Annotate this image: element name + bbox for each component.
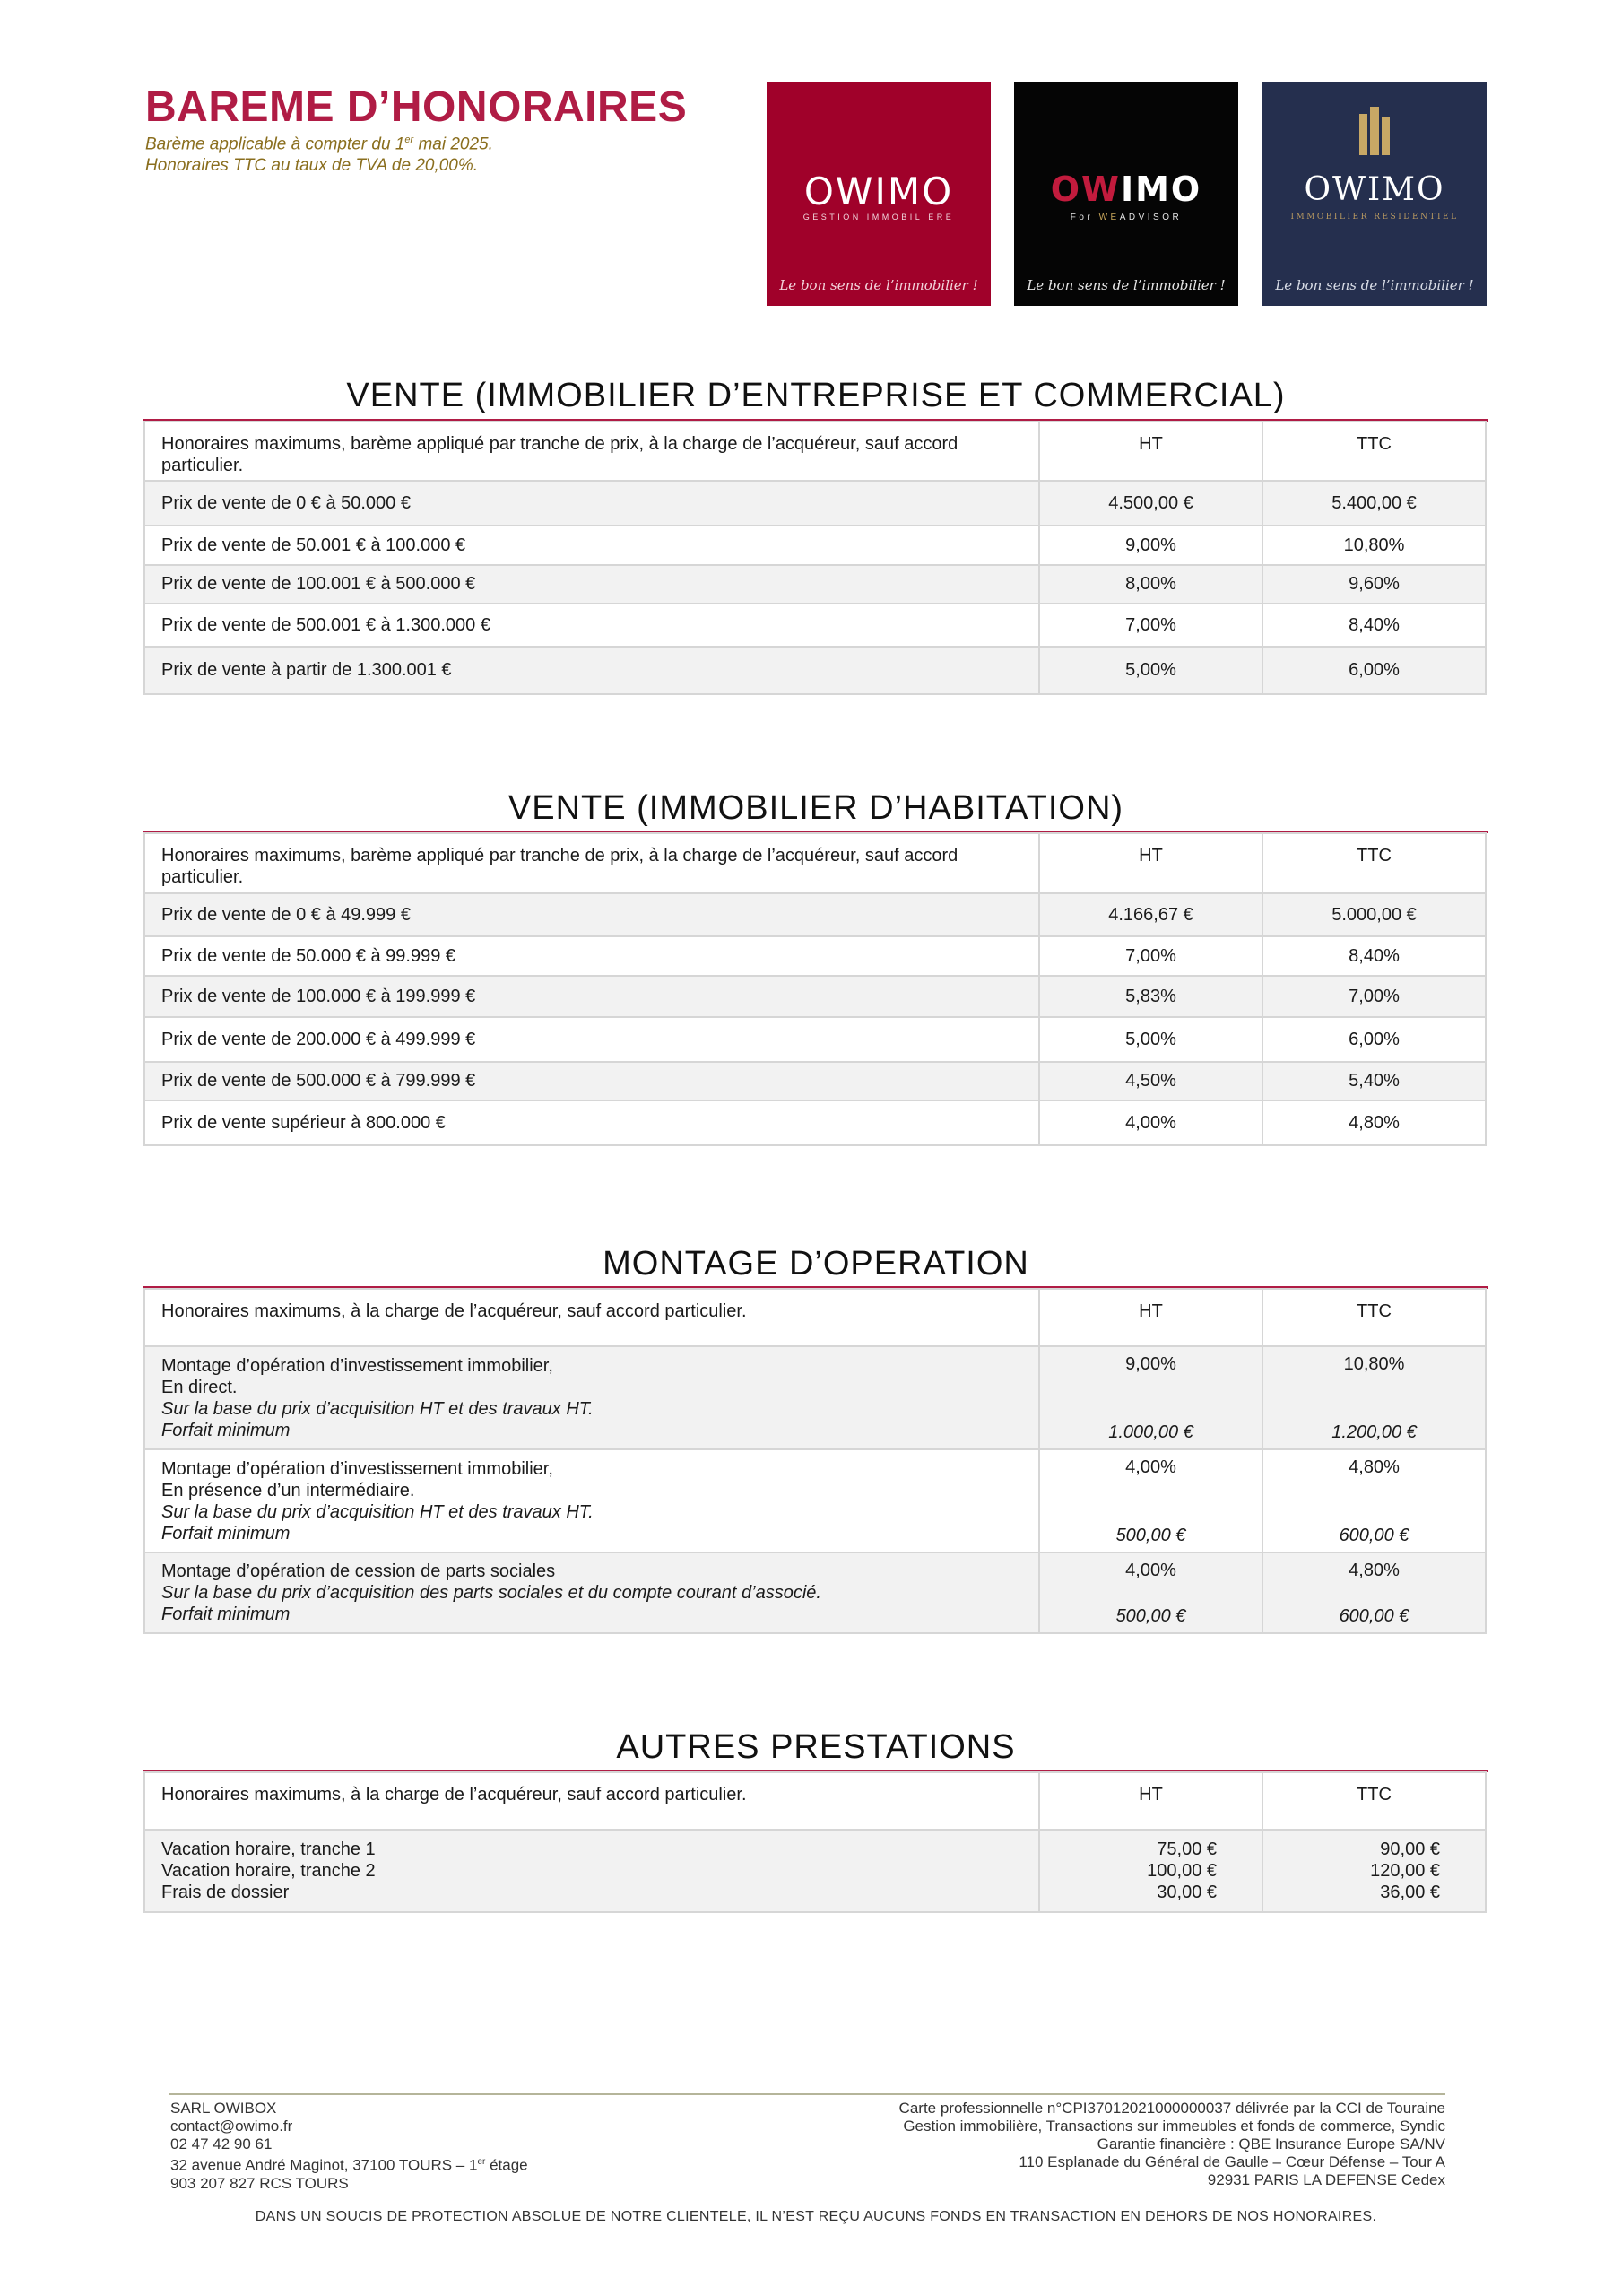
row-ttc: 5.000,00 € [1262,893,1486,936]
page-title: BAREME D’HONORAIRES [145,83,688,131]
header-ttc: TTC [1262,833,1486,893]
section-title-entreprise: VENTE (IMMOBILIER D’ENTREPRISE ET COMMERCIAL) [346,377,1286,414]
table-row [144,1062,1486,1100]
owimo-gestion-logo [767,82,991,306]
table-row [144,481,1486,526]
row-ttc: 8,40% [1262,936,1486,976]
table-row [144,526,1486,565]
row-ht: 4,50% [1039,1062,1262,1100]
row-label: Prix de vente à partir de 1.300.001 € [144,647,1039,694]
header-desc: Honoraires maximums, barème appliqué par tranche de prix, à la charge de l’acquéreur, sauf accord particulier. [144,422,1039,481]
row-ht: 4,00% 500,00 € [1039,1552,1262,1633]
logo-slogan: Le bon sens de l’immobilier ! [1275,277,1474,293]
footer-legal-info [807,2100,1445,2189]
section-title-autres: AUTRES PRESTATIONS [616,1728,1016,1766]
list-item: Vacation horaire, tranche 1 [161,1839,376,1859]
logo-slogan: Le bon sens de l’immobilier ! [1027,277,1226,293]
list-item: Frais de dossier [161,1883,290,1902]
header-desc: Honoraires maximums, barème appliqué par tranche de prix, à la charge de l’acquéreur, sauf accord particulier. [144,833,1039,893]
logo-brand: OWIMO [803,170,954,213]
row-ttc: 90,00 € 120,00 € 36,00 € [1262,1830,1486,1912]
logo-tagline: IMMOBILIER RESIDENTIEL [1290,213,1459,222]
table-row [144,1017,1486,1062]
table-row [144,647,1486,694]
row-ht: 4,00% [1039,1100,1262,1145]
row-ttc: 4,80% 600,00 € [1262,1449,1486,1552]
company-phone: 02 47 42 90 61 [170,2135,273,2152]
row-ttc: 7,00% [1262,976,1486,1017]
row-ttc: 8,40% [1262,604,1486,647]
logo-tagline: GESTION IMMOBILIERE [802,213,955,222]
row-ttc: 10,80% [1262,526,1486,565]
header-ht: HT [1039,1289,1262,1346]
table-header [144,833,1486,893]
company-address: 32 avenue André Maginot, 37100 TOURS – 1er étage [170,2156,528,2174]
row-ht: 4.166,67 € [1039,893,1262,936]
subtitle-date: Barème applicable à compter du 1er mai 2025. [145,135,493,154]
header-ht: HT [1039,422,1262,481]
row-label: Prix de vente de 500.000 € à 799.999 € [144,1062,1039,1100]
owimo-weadvisor-logo [1014,82,1238,306]
row-ht: 8,00% [1039,565,1262,604]
table-row [144,565,1486,604]
row-ttc: 6,00% [1262,647,1486,694]
row-ht: 9,00% 1.000,00 € [1039,1346,1262,1449]
header-ttc: TTC [1262,1289,1486,1346]
table-row [144,976,1486,1017]
table-header [144,422,1486,481]
table-row [144,604,1486,647]
row-ttc: 9,60% [1262,565,1486,604]
header-ht: HT [1039,833,1262,893]
logo-brand: OWIMO [1050,170,1202,209]
row-ht: 7,00% [1039,936,1262,976]
logo-brand: OWIMO [1304,171,1445,208]
row-label [144,1830,1039,1912]
row-label: Prix de vente de 0 € à 50.000 € [144,481,1039,526]
legal-line: Gestion immobilière, Transactions sur immeubles et fonds de commerce, Syndic [903,2118,1445,2135]
row-ht: 4.500,00 € [1039,481,1262,526]
section-title-habitation: VENTE (IMMOBILIER D’HABITATION) [507,789,1124,827]
table-habitation [143,832,1487,1146]
legal-line: 110 Esplanade du Général de Gaulle – Cœur Défense – Tour A [1019,2153,1445,2170]
company-rcs: 903 207 827 RCS TOURS [170,2174,349,2192]
row-ht: 4,00% 500,00 € [1039,1449,1262,1552]
row-ttc: 5.400,00 € [1262,481,1486,526]
row-ht: 5,00% [1039,647,1262,694]
row-ht: 5,83% [1039,976,1262,1017]
table-entreprise [143,421,1487,695]
company-name: SARL OWIBOX [170,2100,277,2117]
row-ttc: 6,00% [1262,1017,1486,1062]
row-label: Prix de vente supérieur à 800.000 € [144,1100,1039,1145]
footer-divider [169,2093,1445,2095]
row-ht: 7,00% [1039,604,1262,647]
header-desc: Honoraires maximums, à la charge de l’acquéreur, sauf accord particulier. [144,1289,1039,1346]
legal-line: Garantie financière : QBE Insurance Europe SA/NV [1097,2135,1445,2152]
table-row [144,1552,1486,1633]
table-row [144,1100,1486,1145]
table-autres [143,1771,1487,1913]
list-item: Vacation horaire, tranche 2 [161,1861,376,1881]
section-title-montage: MONTAGE D’OPERATION [603,1245,1029,1283]
row-label: Prix de vente de 0 € à 49.999 € [144,893,1039,936]
legal-line: Carte professionnelle n°CPI37012021000000037 délivrée par la CCI de Touraine [898,2100,1445,2117]
row-label: Montage d’opération d’investissement immobilier, En direct. Sur la base du prix d’acquisition HT et des travaux HT. Forfait minimum [144,1346,1039,1449]
row-label: Prix de vente de 100.001 € à 500.000 € [144,565,1039,604]
table-montage [143,1288,1487,1634]
row-label: Montage d’opération de cession de parts sociales Sur la base du prix d’acquisition des parts sociales et du compte courant d’associé. Forfait minimum [144,1552,1039,1633]
legal-line: 92931 PARIS LA DEFENSE Cedex [1207,2171,1445,2188]
row-label: Prix de vente de 100.000 € à 199.999 € [144,976,1039,1017]
header-desc: Honoraires maximums, à la charge de l’acquéreur, sauf accord particulier. [144,1772,1039,1830]
company-email: contact@owimo.fr [170,2118,293,2135]
table-row [144,1830,1486,1912]
footer-company-info [170,2100,528,2193]
row-label: Prix de vente de 50.000 € à 99.999 € [144,936,1039,976]
row-ht: 5,00% [1039,1017,1262,1062]
row-label: Montage d’opération d’investissement immobilier, En présence d’un intermédiaire. Sur la base du prix d’acquisition HT et des travaux HT. Forfait minimum [144,1449,1039,1552]
row-ttc: 4,80% 600,00 € [1262,1552,1486,1633]
row-ttc: 5,40% [1262,1062,1486,1100]
table-row [144,893,1486,936]
header-ttc: TTC [1262,1772,1486,1830]
footer-disclaimer: DANS UN SOUCIS DE PROTECTION ABSOLUE DE NOTRE CLIENTELE, IL N’EST REÇU AUCUNS FONDS EN TRANSACTION EN DEHORS DE NOS HONORAIRES. [255,2209,1377,2224]
row-label: Prix de vente de 500.001 € à 1.300.000 € [144,604,1039,647]
table-header [144,1772,1486,1830]
header-ht: HT [1039,1772,1262,1830]
row-ttc: 4,80% [1262,1100,1486,1145]
row-ttc: 10,80% 1.200,00 € [1262,1346,1486,1449]
logo-slogan: Le bon sens de l’immobilier ! [779,277,978,293]
table-header [144,1289,1486,1346]
row-ht: 9,00% [1039,526,1262,565]
owimo-residentiel-logo [1262,82,1487,306]
subtitle-vat: Honoraires TTC au taux de TVA de 20,00%. [145,156,479,175]
header-ttc: TTC [1262,422,1486,481]
row-label: Prix de vente de 50.001 € à 100.000 € [144,526,1039,565]
table-row [144,1346,1486,1449]
row-label: Prix de vente de 200.000 € à 499.999 € [144,1017,1039,1062]
logo-tagline: For WEADVISOR [1070,213,1183,222]
row-ht: 75,00 € 100,00 € 30,00 € [1039,1830,1262,1912]
table-row [144,936,1486,976]
table-row [144,1449,1486,1552]
